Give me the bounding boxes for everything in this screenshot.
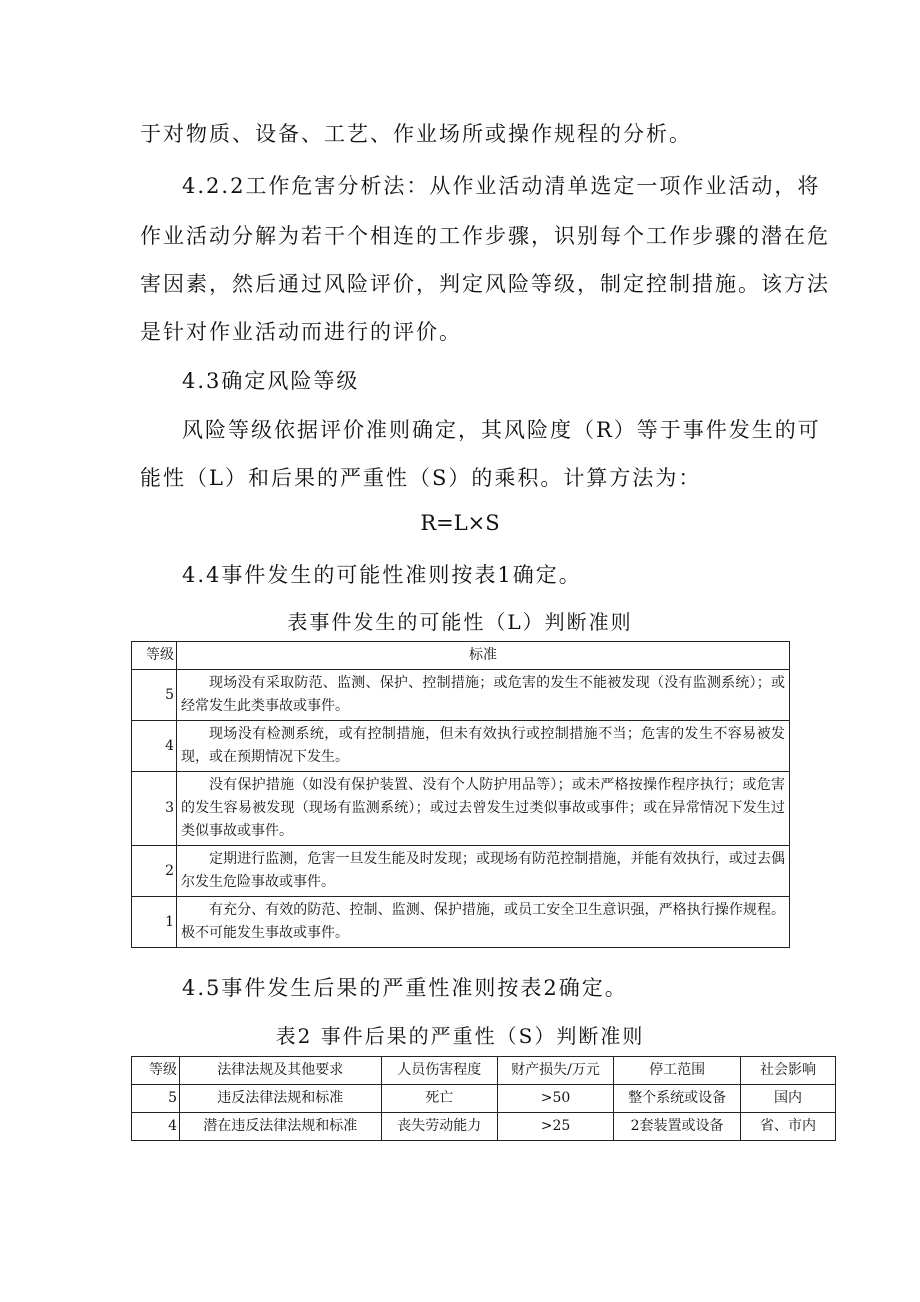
level-cell: 5 xyxy=(132,1085,180,1113)
paragraph-line: 是针对作业活动而进行的评价。 xyxy=(140,320,462,344)
level-cell: 5 xyxy=(132,670,177,721)
shutdown-text: 2套装置或设备 xyxy=(630,1118,724,1134)
table-header-row xyxy=(132,642,790,670)
severity-table xyxy=(131,1056,836,1141)
table-row xyxy=(132,897,790,948)
likelihood-table xyxy=(131,641,790,948)
paragraph-line: 4.2.2工作危害分析法：从作业活动清单选定一项作业活动，将 xyxy=(182,174,821,198)
table2-caption: 表2 事件后果的严重性（S）判断准则 xyxy=(275,1024,645,1048)
table-row xyxy=(132,670,790,721)
paragraph-line: 害因素，然后通过风险评价，判定风险等级，制定控制措施。该方法 xyxy=(140,272,830,296)
level-cell: 4 xyxy=(132,1113,180,1141)
criteria-cell: 有充分、有效的防范、控制、监测、保护措施，或员工安全卫生意识强，严格执行操作规程。极不可能发生事故或事件。 xyxy=(177,897,790,948)
table-row xyxy=(132,1113,836,1141)
header-legal: 法律法规及其他要求 xyxy=(180,1057,382,1085)
table-header-row xyxy=(132,1057,836,1085)
legal-cell: 违反法律法规和标准 xyxy=(180,1085,382,1113)
level-cell: 2 xyxy=(132,846,177,897)
paragraph-line: 4.4事件发生的可能性准则按表1确定。 xyxy=(182,563,582,587)
injury-cell: 死亡 xyxy=(381,1085,497,1113)
header-shutdown: 停工范围 xyxy=(614,1057,741,1085)
paragraph-line: 于对物质、设备、工艺、作业场所或操作规程的分析。 xyxy=(140,122,692,146)
table-row xyxy=(132,772,790,846)
legal-text: 潜在违反法律法规和标准 xyxy=(203,1118,358,1134)
criteria-cell: 现场没有采取防范、监测、保护、控制措施；或危害的发生不能被发现（没有监测系统）；或经常发生此类事故或事件。 xyxy=(177,670,790,721)
shutdown-cell xyxy=(614,1113,741,1141)
paragraph-line: 作业活动分解为若干个相连的工作步骤，识别每个工作步骤的潜在危 xyxy=(140,224,830,248)
level-cell: 1 xyxy=(132,897,177,948)
table-row xyxy=(132,1085,836,1113)
header-social-impact: 社会影响 xyxy=(741,1057,836,1085)
table-row xyxy=(132,846,790,897)
shutdown-cell xyxy=(614,1085,741,1113)
criteria-cell: 定期进行监测，危害一旦发生能及时发现；或现场有防范控制措施，并能有效执行，或过去偶尔发生危险事故或事件。 xyxy=(177,846,790,897)
level-cell: 3 xyxy=(132,772,177,846)
property-loss-cell: >50 xyxy=(497,1085,613,1113)
legal-cell xyxy=(180,1113,382,1141)
shutdown-text: 整个系统或设备 xyxy=(628,1090,727,1106)
injury-cell: 丧失劳动能力 xyxy=(381,1113,497,1141)
header-level: 等级 xyxy=(132,1057,180,1085)
header-property-loss: 财产损失/万元 xyxy=(497,1057,613,1085)
header-criteria: 标准 xyxy=(177,642,790,670)
table1-caption: 表事件发生的可能性（L）判断准则 xyxy=(287,610,633,634)
criteria-cell: 现场没有检测系统，或有控制措施，但未有效执行或控制措施不当；危害的发生不容易被发现，或在预期情况下发生。 xyxy=(177,721,790,772)
paragraph-line: 4.5事件发生后果的严重性准则按表2确定。 xyxy=(182,976,628,1000)
section-heading: 4.3确定风险等级 xyxy=(182,369,360,393)
table-row xyxy=(132,721,790,772)
social-impact-cell: 省、市内 xyxy=(741,1113,836,1141)
header-injury: 人员伤害程度 xyxy=(381,1057,497,1085)
formula: R=L×S xyxy=(420,511,500,535)
header-level: 等级 xyxy=(132,642,177,670)
paragraph-line: 能性（L）和后果的严重性（S）的乘积。计算方法为： xyxy=(140,466,702,490)
property-loss-cell: >25 xyxy=(497,1113,613,1141)
criteria-cell: 没有保护措施（如没有保护装置、没有个人防护用品等）；或未严格按操作程序执行；或危害的发生容易被发现（现场有监测系统）；或过去曾发生过类似事故或事件；或在异常情况下发生过类似事故或事件。 xyxy=(177,772,790,846)
level-cell: 4 xyxy=(132,721,177,772)
paragraph-line: 风险等级依据评价准则确定，其风险度（R）等于事件发生的可 xyxy=(182,418,821,442)
social-impact-cell: 国内 xyxy=(741,1085,836,1113)
